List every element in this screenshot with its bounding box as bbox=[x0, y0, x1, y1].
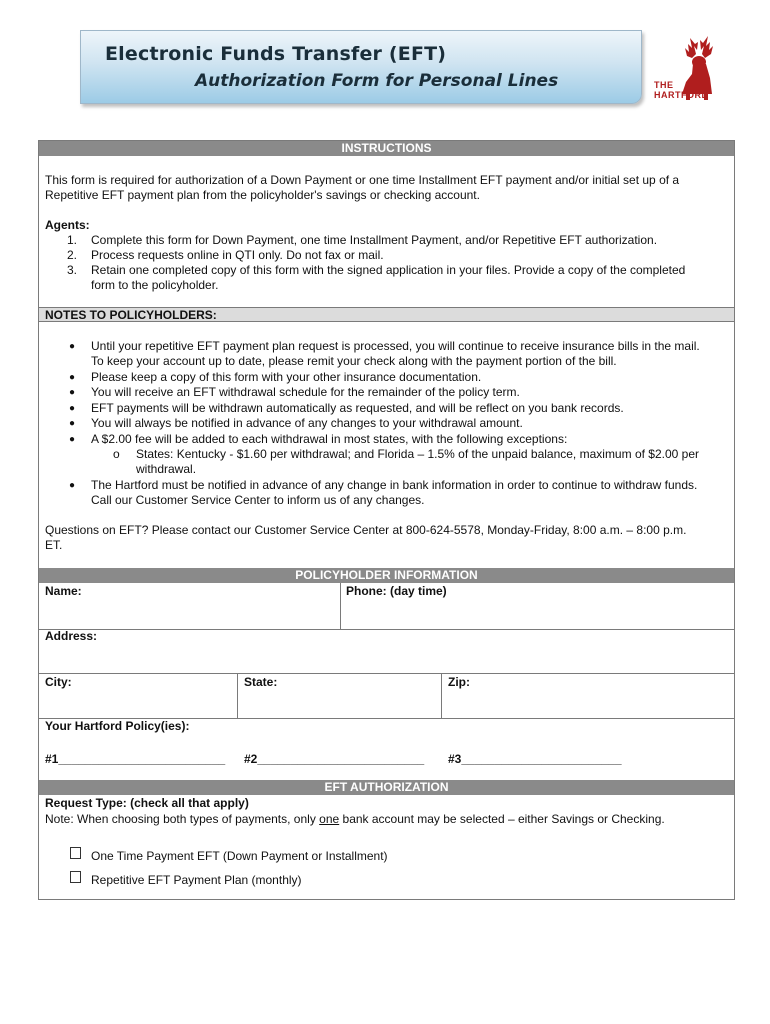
eft-note-prefix: Note: When choosing both types of payments, only bbox=[45, 812, 320, 826]
agents-item-3-number: 3. bbox=[66, 263, 77, 277]
city-label: City: bbox=[45, 675, 72, 689]
instructions-heading: INSTRUCTIONS bbox=[39, 141, 734, 156]
note-2: Please keep a copy of this form with your other insurance documentation. bbox=[91, 370, 482, 384]
eft-note bbox=[45, 812, 665, 828]
name-phone-divider bbox=[340, 583, 341, 629]
notes-heading: NOTES TO POLICYHOLDERS: bbox=[39, 307, 734, 322]
notes-bullet-1: ● bbox=[69, 341, 76, 352]
zip-label: Zip: bbox=[448, 675, 470, 689]
phone-label: Phone: (day time) bbox=[346, 584, 447, 598]
policyholder-heading: POLICYHOLDER INFORMATION bbox=[39, 568, 734, 583]
row-divider-2 bbox=[39, 673, 734, 674]
notes-bullet-6: ● bbox=[69, 434, 76, 445]
instructions-intro-line2: Repetitive EFT payment plan from the policyholder's savings or checking account. bbox=[45, 188, 480, 202]
logo-line-the: THE bbox=[654, 80, 674, 90]
note-1-line2: To keep your account up to date, please remit your check along with the payment portion of the bill. bbox=[91, 354, 617, 368]
note-6: A $2.00 fee will be added to each withdrawal in most states, with the following exceptions: bbox=[91, 432, 568, 446]
hartford-logo-text bbox=[654, 80, 709, 100]
notes-bullet-7: ● bbox=[69, 480, 76, 491]
agents-item-3-line2: form to the policyholder. bbox=[91, 278, 219, 292]
state-label: State: bbox=[244, 675, 278, 689]
agents-item-1-number: 1. bbox=[66, 233, 77, 247]
row-divider-1 bbox=[39, 629, 734, 630]
agents-item-2: Process requests online in QTI only. Do not fax or mail. bbox=[91, 248, 384, 262]
note-3: You will receive an EFT withdrawal schedule for the remainder of the policy term. bbox=[91, 385, 520, 399]
notes-bullet-4: ● bbox=[69, 403, 76, 414]
notes-bullet-5: ● bbox=[69, 418, 76, 429]
request-type-label: Request Type: (check all that apply) bbox=[45, 796, 249, 810]
policy-number-3[interactable]: #3________________________ bbox=[448, 752, 622, 766]
one-time-payment-label: One Time Payment EFT (Down Payment or Installment) bbox=[91, 849, 388, 863]
repetitive-payment-checkbox[interactable] bbox=[70, 871, 81, 883]
form-title: Electronic Funds Transfer (EFT) bbox=[105, 43, 447, 65]
note-sub-line2: withdrawal. bbox=[136, 462, 197, 476]
agents-item-3-line1: Retain one completed copy of this form with the signed application in your files. Provide a copy of the completed bbox=[91, 263, 686, 277]
notes-bullet-3: ● bbox=[69, 387, 76, 398]
one-time-payment-checkbox[interactable] bbox=[70, 847, 81, 859]
policies-label: Your Hartford Policy(ies): bbox=[45, 719, 190, 733]
city-state-divider bbox=[237, 673, 238, 718]
repetitive-payment-label: Repetitive EFT Payment Plan (monthly) bbox=[91, 873, 302, 887]
questions-line1: Questions on EFT? Please contact our Customer Service Center at 800-624-5578, Monday-Friday, 8:00 a.m. – 8:00 p.m. bbox=[45, 523, 687, 537]
state-zip-divider bbox=[441, 673, 442, 718]
policy-number-2[interactable]: #2_________________________ bbox=[244, 752, 425, 766]
note-5: You will always be notified in advance of any changes to your withdrawal amount. bbox=[91, 416, 523, 430]
logo-line-hartford: HARTFORD bbox=[654, 90, 709, 100]
questions-line2: ET. bbox=[45, 538, 63, 552]
note-sub-line1: States: Kentucky - $1.60 per withdrawal; and Florida – 1.5% of the unpaid balance, maximum of $2.00 per bbox=[136, 447, 699, 461]
agents-item-2-number: 2. bbox=[66, 248, 77, 262]
note-7-line2: Call our Customer Service Center to inform us of any changes. bbox=[91, 493, 425, 507]
eft-note-underlined: one bbox=[319, 812, 340, 826]
form-title-banner bbox=[80, 30, 642, 104]
eft-note-suffix: bank account may be selected – either Savings or Checking. bbox=[339, 812, 665, 826]
note-4: EFT payments will be withdrawn automatically as requested, and will be reflect on you bank records. bbox=[91, 401, 624, 415]
eft-form bbox=[38, 140, 735, 900]
address-label: Address: bbox=[45, 629, 98, 643]
agents-label: Agents: bbox=[45, 218, 90, 232]
eft-authorization-heading: EFT AUTHORIZATION bbox=[39, 780, 734, 795]
name-label: Name: bbox=[45, 584, 82, 598]
agents-item-1: Complete this form for Down Payment, one time Installment Payment, and/or Repetitive EFT authorization. bbox=[91, 233, 658, 247]
note-7-line1: The Hartford must be notified in advance of any change in bank information in order to continue to withdraw funds. bbox=[91, 478, 698, 492]
instructions-intro-line1: This form is required for authorization of a Down Payment or one time Installment EFT payment and/or initial set up of a bbox=[45, 173, 680, 187]
policy-number-1[interactable]: #1_________________________ bbox=[45, 752, 226, 766]
form-subtitle: Authorization Form for Personal Lines bbox=[195, 71, 559, 91]
notes-bullet-2: ● bbox=[69, 372, 76, 383]
note-sub-bullet-marker: o bbox=[113, 447, 120, 461]
note-1-line1: Until your repetitive EFT payment plan request is processed, you will continue to receive insurance bills in the mail. bbox=[91, 339, 700, 353]
